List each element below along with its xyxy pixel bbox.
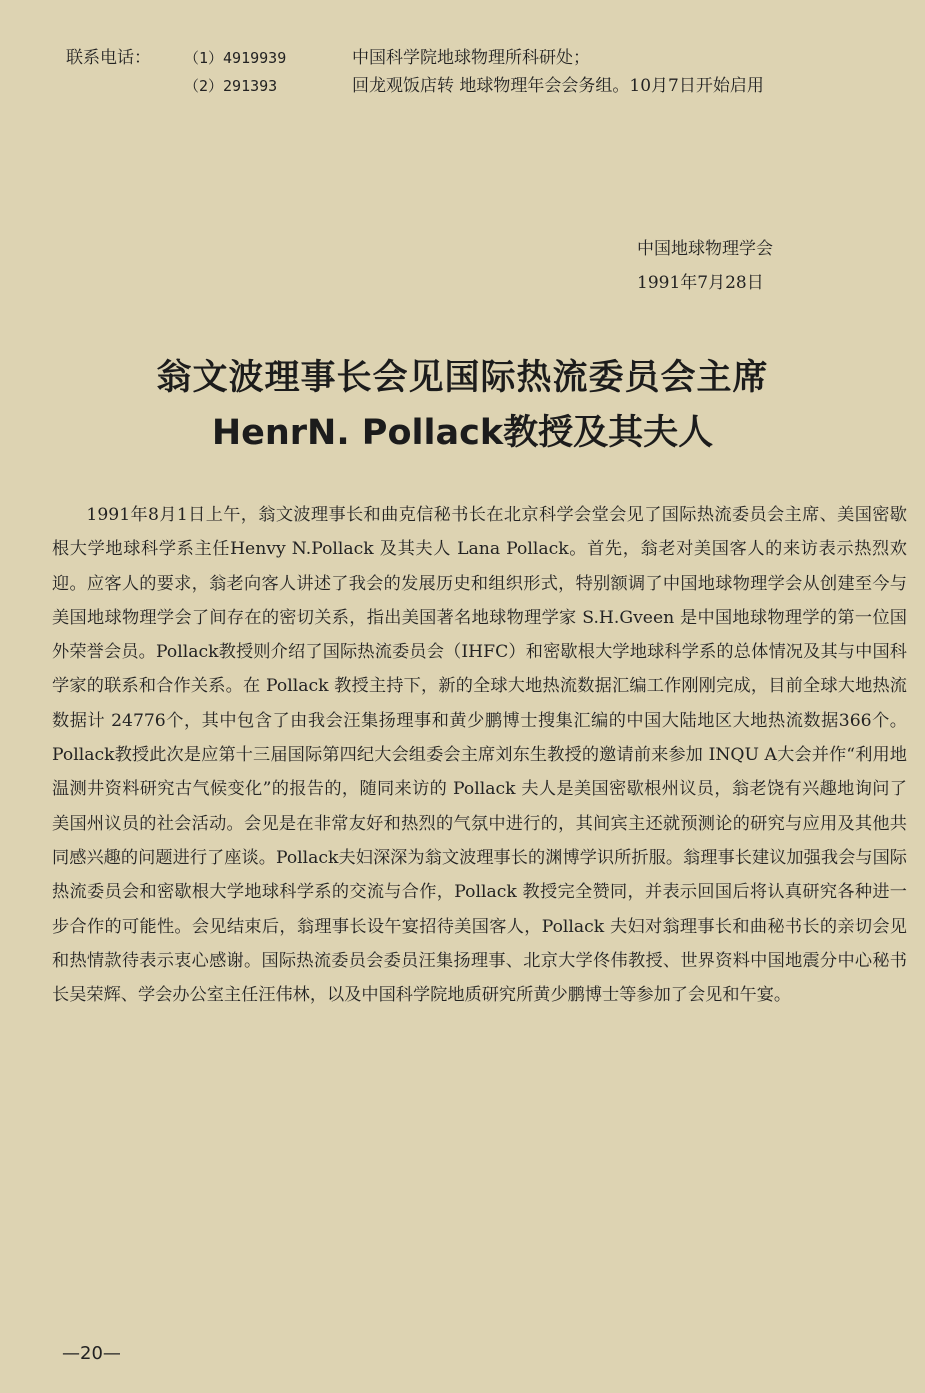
- contact-row-2: [66, 72, 764, 100]
- contact-phone-1: （1）4919939: [184, 49, 287, 67]
- page-number: —20—: [62, 1343, 121, 1364]
- contact-phone-1-note: 中国科学院地球物理所科研处；: [352, 48, 590, 68]
- article-body: 1991年8月1日上午，翁文波理事长和曲克信秘书长在北京科学会堂会见了国际热流委员会主席、美国密歇根大学地球科学系主任Henvy N.Pollack 及其夫人 Lana Pollack。首先，翁老对美国客人的来访表示热烈欢迎。应客人的要求，翁老向客人讲述了我会的发展历史和组织形式，特别额调了中国地球物理学会从创建至今与美国地球物理学会了间存在的密切关系，指出美国著名地球物理学家 S.H.Gveen 是中国地球物理学的第一位国外荣誉会员。Pollack教授则介绍了国际热流委员会（IHFC）和密歇根大学地球科学系的总体情况及其与中国科学家的联系和合作关系。在 Pollack 教授主持下，新的全球大地热流数据汇编工作刚刚完成，目前全球大地热流数据计 24776个，其中包含了由我会汪集扬理事和黄少鹏博士搜集汇编的中国大陆地区大地热流数据366个。Pollack教授此次是应第十三届国际第四纪大会组委会主席刘东生教授的邀请前来参加 INQU A大会并作“利用地温测井资料研究古气候变化”的报告的，随同来访的 Pollack 夫人是美国密歇根州议员，翁老饶有兴趣地询问了美国州议员的社会活动。会见是在非常友好和热烈的气氛中进行的，其间宾主还就预测论的研究与应用及其他共同感兴趣的问题进行了座谈。Pollack夫妇深深为翁文波理事长的渊博学识所折服。翁理事长建议加强我会与国际热流委员会和密歇根大学地球科学系的交流与合作，Pollack 教授完全赞同，并表示回国后将认真研究各种进一步合作的可能性。会见结束后，翁理事长设午宴招待美国客人，Pollack 夫妇对翁理事长和曲秘书长的亲切会见和热情款待表示衷心感谢。国际热流委员会委员汪集扬理事、北京大学佟伟教授、世界资料中国地震分中心秘书长吴荣辉、学会办公室主任汪伟林，以及中国科学院地质研究所黄少鹏博士等参加了会见和午宴。: [52, 505, 907, 1006]
- contact-block: [66, 44, 764, 100]
- signature-block: [637, 232, 773, 300]
- signature-date: 1991年7月28日: [637, 273, 764, 293]
- contact-label: 联系电话：: [66, 48, 151, 68]
- signature-org: 中国地球物理学会: [637, 239, 773, 259]
- contact-phone-2: （2）291393: [184, 77, 278, 95]
- article-title-line-1: 翁文波理事长会见国际热流委员会主席: [156, 358, 769, 398]
- article-title-line-2: HenrN. Pollack教授及其夫人: [211, 413, 714, 453]
- contact-row-1: [66, 44, 764, 72]
- contact-phone-2-note: 回龙观饭店转 地球物理年会会务组。10月7日开始启用: [352, 76, 764, 96]
